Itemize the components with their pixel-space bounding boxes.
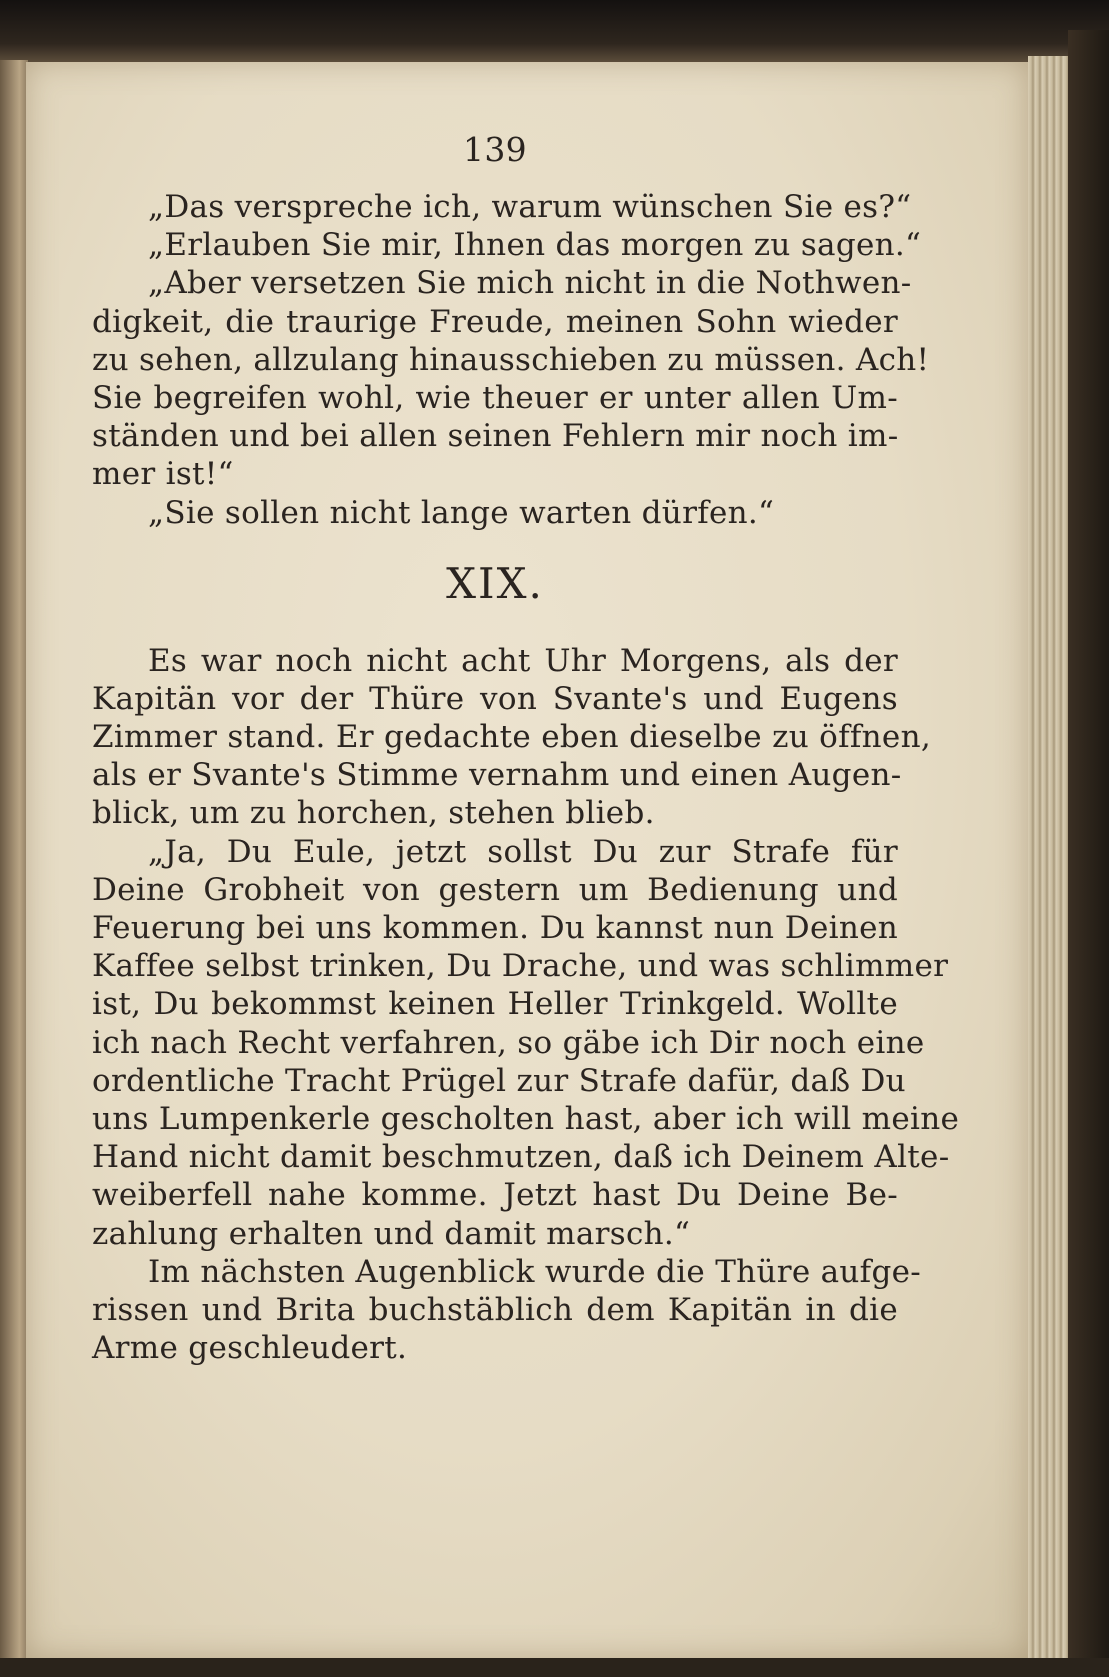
text-line: digkeit, die traurige Freude, meinen Sohn wieder [92, 303, 898, 340]
text-line: ordentliche Tracht Prügel zur Strafe dafür, daß Du [92, 1062, 906, 1099]
book-cover-top [0, 0, 1109, 62]
page-edges [1028, 56, 1068, 1662]
text-line: als er Svante's Stimme vernahm und einen Augen- [92, 757, 902, 794]
book-cover-bottom [0, 1658, 1109, 1677]
text-line: Feuerung bei uns kommen. Du kannst nun Deinen [92, 910, 898, 946]
text-line: „Das verspreche ich, warum wünschen Sie es?“ [148, 189, 912, 225]
text-line: Kapitän vor der Thüre von Svante's und Eugens [92, 680, 898, 717]
text-line: blick, um zu horchen, stehen blieb. [92, 795, 655, 832]
text-line: zahlung erhalten und damit marsch.“ [92, 1215, 691, 1252]
text-line: ist, Du bekommst keinen Heller Trinkgeld. Wollte [92, 986, 898, 1023]
text-line: ich nach Recht verfahren, so gäbe ich Dir noch eine [92, 1024, 925, 1061]
text-line: Arme geschleudert. [92, 1330, 408, 1367]
text-line: zu sehen, allzulang hinausschieben zu müssen. Ach! [92, 341, 930, 378]
text-line: „Ja, Du Eule, jetzt sollst Du zur Strafe für [148, 833, 898, 870]
text-line: Deine Grobheit von gestern um Bedienung und [92, 871, 898, 908]
text-line: uns Lumpenkerle gescholten hast, aber ich will meine [92, 1100, 960, 1137]
dialogue-block [92, 188, 930, 532]
text-line: Es war noch nicht acht Uhr Morgens, als der [148, 642, 898, 679]
text-line: mer ist!“ [92, 456, 234, 493]
page-text [92, 128, 960, 1367]
text-line: Im nächsten Augenblick wurde die Thüre aufge- [148, 1253, 922, 1290]
text-line: Kaffee selbst trinken, Du Drache, und was schlimmer [92, 948, 949, 985]
chapter-body [92, 642, 960, 1368]
text-line: „Sie sollen nicht lange warten dürfen.“ [148, 494, 775, 531]
book-gutter [0, 60, 28, 1660]
page-number: 139 [463, 130, 527, 169]
text-line: Hand nicht damit beschmutzen, daß ich Deinem Alte- [92, 1139, 950, 1176]
chapter-heading: XIX. [446, 558, 544, 608]
text-line: weiberfell nahe komme. Jetzt hast Du Deine Be- [92, 1177, 898, 1214]
text-line: rissen und Brita buchstäblich dem Kapitän in die [92, 1291, 898, 1328]
text-line: Sie begreifen wohl, wie theuer er unter allen Um- [92, 379, 898, 416]
text-line: „Erlauben Sie mir, Ihnen das morgen zu sagen.“ [148, 227, 922, 264]
text-line: „Aber versetzen Sie mich nicht in die Nothwen- [148, 265, 912, 302]
book-cover-right [1068, 30, 1109, 1677]
text-line: Zimmer stand. Er gedachte eben dieselbe zu öffnen, [92, 719, 931, 756]
text-line: ständen und bei allen seinen Fehlern mir noch im- [92, 418, 899, 455]
